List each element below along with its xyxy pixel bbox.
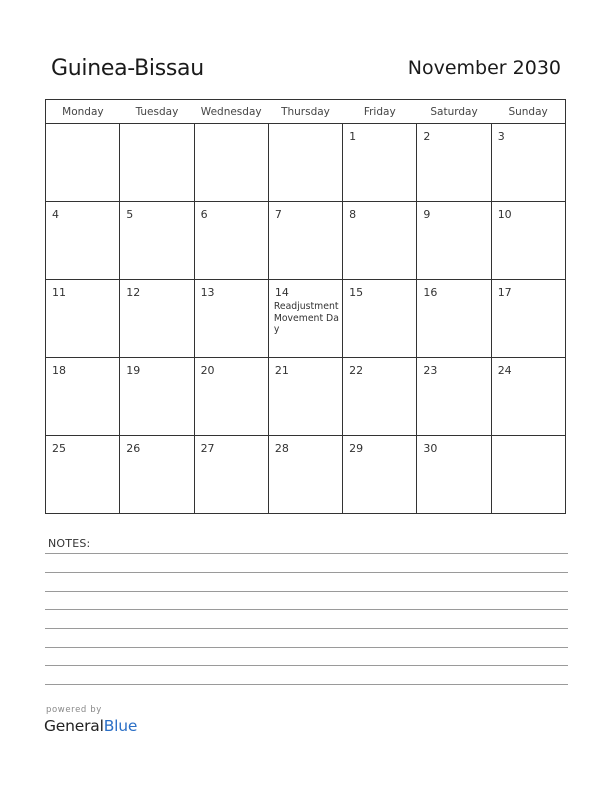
day-cell [120,436,194,514]
day-number: 19 [126,364,141,377]
holiday-label: Readjustment Movement Day [273,301,339,335]
note-line [45,572,568,573]
day-number: 22 [349,364,364,377]
day-number: 7 [274,208,282,221]
day-number: 13 [200,286,215,299]
day-cell [268,280,342,358]
weekday-header: Tuesday [120,100,194,124]
brand-general: General [44,717,104,735]
note-line [45,665,568,666]
day-cell [343,358,417,436]
day-cell [343,436,417,514]
day-cell [268,436,342,514]
note-line [45,647,568,648]
day-number: 3 [497,130,505,143]
day-cell [343,280,417,358]
day-number: 15 [349,286,364,299]
weekday-header-row [46,100,566,124]
note-line [45,628,568,629]
week-row [46,280,566,358]
day-number: 9 [423,208,431,221]
day-cell [491,436,565,514]
week-row [46,202,566,280]
note-line [45,609,568,610]
day-number: 23 [423,364,438,377]
day-cell [491,358,565,436]
day-number: 6 [200,208,208,221]
day-cell [46,436,120,514]
day-number: 2 [423,130,431,143]
day-cell [343,124,417,202]
weekday-header: Saturday [417,100,491,124]
day-cell [194,280,268,358]
powered-by-text: powered by [46,705,102,715]
day-cell [194,358,268,436]
weekday-header: Sunday [491,100,565,124]
day-cell [46,358,120,436]
day-cell [417,358,491,436]
day-cell [120,124,194,202]
day-number: 26 [126,442,141,455]
week-row [46,436,566,514]
day-number: 28 [274,442,289,455]
day-cell [268,358,342,436]
day-number: 1 [349,130,357,143]
weekday-header: Monday [46,100,120,124]
weekday-header: Thursday [268,100,342,124]
day-cell [46,202,120,280]
notes-label: NOTES: [48,537,91,550]
day-cell [417,436,491,514]
day-cell [46,280,120,358]
day-number: 18 [52,364,66,377]
day-cell [268,202,342,280]
day-cell [120,358,194,436]
day-number: 16 [423,286,438,299]
day-cell [120,280,194,358]
day-number: 5 [126,208,134,221]
day-number: 29 [349,442,364,455]
day-number: 24 [497,364,512,377]
note-line [45,591,568,592]
day-number: 30 [423,442,438,455]
brand-blue: Blue [103,717,138,735]
day-cell [417,202,491,280]
day-cell [46,124,120,202]
note-line [45,553,568,554]
weekday-header: Friday [343,100,417,124]
day-number: 17 [497,286,512,299]
day-number: 14 [274,286,289,299]
calendar-grid [45,99,566,514]
page-title-month: November 2030 [407,57,561,79]
weekday-header: Wednesday [194,100,268,124]
day-cell [343,202,417,280]
day-number: 8 [349,208,357,221]
page-title-country: Guinea-Bissau [51,56,204,81]
day-cell [120,202,194,280]
day-number: 21 [274,364,289,377]
note-line [45,684,568,685]
day-number: 11 [52,286,66,299]
day-number: 12 [126,286,141,299]
week-row [46,124,566,202]
day-cell [194,436,268,514]
day-cell [194,124,268,202]
day-cell [417,124,491,202]
day-cell [268,124,342,202]
day-number: 10 [497,208,512,221]
day-cell [417,280,491,358]
day-cell [491,124,565,202]
week-row [46,358,566,436]
day-number: 4 [52,208,59,221]
day-number: 20 [200,364,215,377]
day-number: 27 [200,442,215,455]
day-number: 25 [52,442,66,455]
day-cell [491,202,565,280]
day-cell [491,280,565,358]
brand-logo [44,717,137,735]
day-cell [194,202,268,280]
